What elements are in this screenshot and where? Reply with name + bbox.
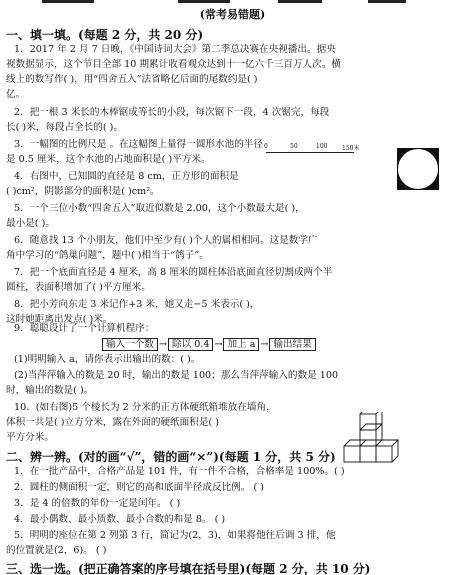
q6-line-1: 6．随意找 13 个小朋友，他们中至少有( )个人的属相相同。这是数学广: [14, 235, 318, 246]
judge-1: 1．在一批产品中，合格产品是 101 件，有一件不合格，合格率是 100%。( ): [14, 466, 345, 477]
scale-bar: [266, 143, 366, 155]
section-1-heading: 一、填一填。(每题 2 分，共 20 分): [6, 28, 204, 42]
q10-line-3: 平方分米。: [6, 432, 54, 443]
q9-part-1: (1)明明输入 a，请你表示出输出的数：( )。: [14, 354, 201, 365]
circle-in-square-figure: [396, 147, 440, 191]
q10-line-2: 体积一共是( )立方分米，露在外面的硬纸面积是( ): [6, 417, 219, 428]
q1-line-1: 1．2017 年 2 月 7 日晚，《中国诗词大会》第二季总决赛在央视播出。据央: [14, 44, 336, 55]
q7-line-1: 7．把一个底面直径是 4 厘米，高 8 厘米的圆柱体沿底面直径切割成两个半: [14, 267, 333, 278]
section-2-heading: 二、辨一辨。(对的画“√”，错的画“×”)(每题 1 分，共 5 分): [6, 450, 336, 464]
q1-line-2: 视数据显示，这个节目全部 10 期累计收看观众达到十一亿六千三百万人次。横: [6, 59, 341, 70]
q2-line-2: 长( )米，每段占全长的( )。: [6, 122, 124, 133]
q7-line-2: 圆柱，表面积增加了( )平方厘米。: [6, 282, 151, 293]
flow-step-divide: 除以 0.4: [168, 338, 214, 351]
flow-step-output: 输出结果: [269, 338, 315, 351]
inscribed-circle: [398, 149, 439, 190]
judge-5-line-1: 5．明明的座位在第 2 列第 3 行，简记为(2，3)，如果将他往后调 3 排，他: [14, 530, 336, 541]
scale-label: 0: [264, 143, 268, 150]
judge-2: 2．圆柱的侧面积一定，则它的高和底面半径成反比例。 ( ): [14, 482, 264, 493]
section-3-heading: 三、选一选。(把正确答案的序号填在括号里)(每题 2 分，共 10 分): [6, 562, 371, 575]
q9-part-2-line-1: (2)当萍萍输入的数是 20 时，输出的数是 100；那么当萍萍输入的数是 100: [14, 370, 339, 381]
q8-line-2: 这时她距离出发点( )米。: [6, 314, 113, 325]
judge-5-line-2: 的位置就是(2，6)。 ( ): [6, 545, 107, 556]
scale-label: 150米: [342, 145, 360, 152]
q3-line-2: 是 0.5 厘米，这个水池的占地面积是( )平方米。: [6, 154, 211, 165]
q4-line-1: 4．右图中，已知圆的直径是 8 cm，正方形的面积是: [14, 171, 239, 182]
q6-line-2: 角中学习的“鸽巢问题”，题中( )相当于“鸽子”。: [6, 250, 209, 261]
q1-line-3: 线上的数写作( )，用“四舍五入”法省略亿后面的尾数约是( ): [6, 74, 258, 85]
q9-part-2-line-2: 时，输出的数是( )。: [6, 385, 94, 396]
stacked-cubes-figure: [340, 412, 444, 466]
judge-4: 4．最小偶数、最小质数、最小合数的和是 8。 ( ): [14, 514, 226, 525]
q8-line-1: 8．把小芳向东走 3 米记作+3 米，她又走−5 米表示( )，: [14, 299, 260, 310]
q3-line-1: 3．一幅图的比例尺是 。在这幅图上量得一圆形水池的半径: [14, 139, 263, 150]
scale-label: 100: [316, 143, 328, 150]
program-flowchart: 输入一个数 → 除以 0.4 → 加上 a → 输出结果: [102, 338, 316, 351]
q5-line-1: 5．一个三位小数“四舍五入”取近似数是 2.00，这个小数最大是( )，: [14, 203, 305, 214]
q10-line-1: 10．(如右图)5 个棱长为 2 分米的正方体硬纸箱堆放在墙角，: [14, 402, 276, 413]
q2-line-1: 2．把一根 3 米长的木棒锯成等长的小段，每次锯下一段，4 次锯完，每段: [14, 107, 330, 118]
q9-line-1: 9．聪聪设计了一个计算机程序：: [14, 323, 155, 334]
flow-step-input: 输入一个数: [102, 338, 158, 351]
q4-line-2: ( )cm²，阴影部分的面积是( )cm²。: [6, 186, 160, 197]
flow-step-add: 加上 a: [223, 338, 259, 351]
header-rule: [0, 0, 465, 4]
scale-label: 50: [290, 143, 298, 150]
q5-line-2: 最小是( )。: [6, 218, 55, 229]
q1-line-4: 亿。: [6, 89, 26, 100]
judge-3: 3．是 4 的倍数的年份一定是闰年。 ( ): [14, 498, 181, 509]
page-subtitle: (常考易错题): [199, 8, 266, 21]
